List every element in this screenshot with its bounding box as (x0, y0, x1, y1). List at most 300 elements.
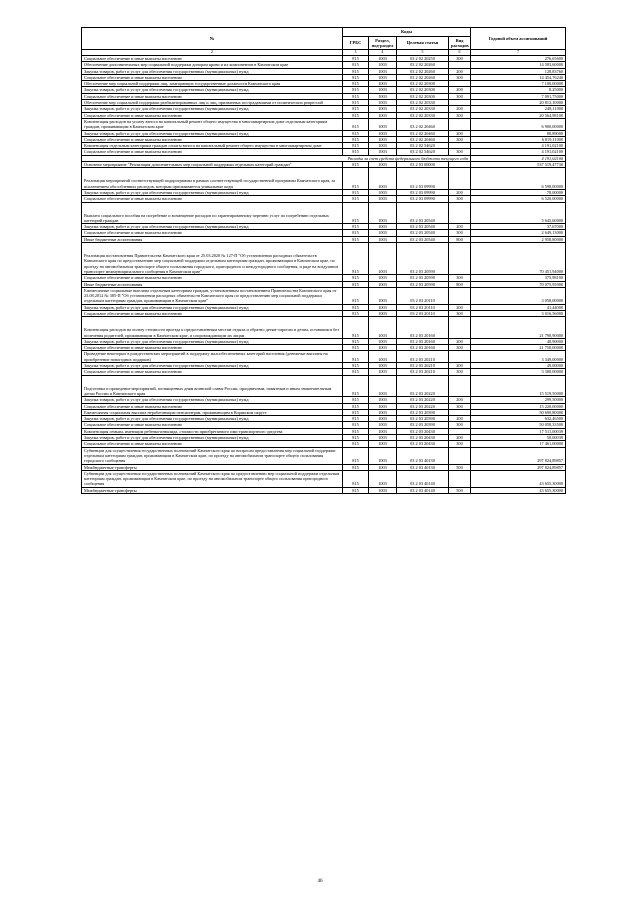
razdel-code: 1003 (369, 310, 397, 316)
target-article-code: 03 2 03 40140 (397, 487, 449, 493)
razdel-code: 1003 (369, 81, 397, 87)
target-article-code: 03 2 03 20430 (397, 435, 449, 441)
expense-name: Социальное обеспечение и иные выплаты населению (82, 112, 343, 118)
grbs-code: 815 (343, 441, 369, 447)
budget-table (81, 27, 566, 494)
razdel-code: 1003 (369, 100, 397, 106)
amount-value: 20 813,10000 (471, 100, 566, 106)
table-row (82, 168, 566, 190)
target-article-code: 03 2 03 20210 (397, 351, 449, 363)
expense-name: Социальное обеспечение и иные выплаты населению (82, 149, 343, 155)
grbs-code: 815 (343, 93, 369, 99)
razdel-code: 1003 (369, 56, 397, 62)
target-article-code: 03 2 02 20300 (397, 87, 449, 93)
expense-type-code: 200 (449, 130, 471, 136)
expense-name: Закупка товаров, работ и услуг для обеспечения государственных (муниципальных) нужд (82, 87, 343, 93)
target-article-code: 03 2 03 00000 (397, 162, 449, 168)
expense-type-code: 200 (449, 416, 471, 422)
expense-type-code (449, 243, 471, 275)
target-article-code: 03 2 03 20220 (397, 403, 449, 409)
grbs-code: 815 (343, 281, 369, 287)
amount-value: 17 461,00000 (471, 441, 566, 447)
amount-value: 80,89000 (471, 130, 566, 136)
target-article-code: 03 2 02 20260 (397, 68, 449, 74)
target-article-code: 03 2 03 20390 (397, 409, 449, 415)
expense-name: Социальное обеспечение и иные выплаты населению (82, 196, 343, 202)
expense-name: Компенсация семьям, имеющим ребенка-инвалида, стоимости приобретаемого ими транспортного средства (82, 428, 343, 434)
grbs-code: 815 (343, 168, 369, 190)
header-codes: Коды (343, 28, 471, 37)
razdel-code: 1003 (369, 487, 397, 493)
expense-name: Компенсация отдельным категориям граждан оплаты взноса на капитальный ремонт общего имущества в многоквартирном доме (82, 143, 343, 149)
expense-type-code (449, 118, 471, 130)
amount-value: 2 649,13000 (471, 230, 566, 236)
amount-value: 14 454,76240 (471, 74, 566, 80)
razdel-code: 1003 (369, 363, 397, 369)
expense-type-code: 200 (449, 68, 471, 74)
expense-name: Социальное обеспечение и иные выплаты населению (82, 369, 343, 375)
expense-type-code: 300 (449, 56, 471, 62)
razdel-code: 1003 (369, 281, 397, 287)
target-article-code: 03 2 03 20390 (397, 422, 449, 428)
expense-name: Иные бюджетные ассигнования (82, 236, 343, 242)
razdel-code: 1003 (369, 236, 397, 242)
expense-name: Закупка товаров, работ и услуг для обеспечения государственных (муниципальных) нужд (82, 68, 343, 74)
target-article-code: 03 2 02 20460 (397, 118, 449, 130)
grbs-code: 815 (343, 304, 369, 310)
amount-value: 70 451,94000 (471, 243, 566, 275)
target-article-code: 03 2 03 20540 (397, 202, 449, 224)
razdel-code: 1003 (369, 202, 397, 224)
expense-name: Межбюджетные трансферты (82, 464, 343, 470)
expense-name: Социальное обеспечение и иные выплаты населению (82, 422, 343, 428)
expense-name: Закупка товаров, работ и услуг для обеспечения государственных (муниципальных) нужд (82, 304, 343, 310)
grbs-code: 815 (343, 317, 369, 339)
grbs-code: 815 (343, 397, 369, 403)
expense-name: Выплата социального пособия на погребение и возмещение расходов по гарантированному перечню услуг по погребению отдельных категорий граждан (82, 202, 343, 224)
target-article-code: 03 2 03 20160 (397, 338, 449, 344)
expense-type-code: 300 (449, 93, 471, 99)
razdel-code: 1003 (369, 112, 397, 118)
razdel-code: 1003 (369, 397, 397, 403)
target-article-code: 03 2 02 20300 (397, 93, 449, 99)
razdel-code: 1003 (369, 149, 397, 155)
target-article-code: 03 2 03 20110 (397, 304, 449, 310)
amount-value: 15 519,50000 (471, 375, 566, 397)
razdel-code: 1003 (369, 189, 397, 195)
amount-value: 2 958,80000 (471, 236, 566, 242)
grbs-code: 815 (343, 470, 369, 487)
expense-name: Закупка товаров, работ и услуг для обеспечения государственных (муниципальных) нужд (82, 338, 343, 344)
amount-value: 6 819,11000 (471, 136, 566, 142)
expense-name: Подготовка и проведение мероприятий, посвященных дням воинской славы России, праздничным, памятным и иным знаменательным датам России и Камчатского края (82, 375, 343, 397)
expense-name: Основное мероприятие "Реализация дополнительных мер социальной поддержки отдельных категорий граждан" (82, 162, 343, 168)
expense-name: Субвенции для осуществления государственных полномочий Камчатского края по вопросам предоставления мер социальной поддержки отдельным категориям граждан, проживающим в Камчатском крае, по проезду на автомобильном транспорте общего пользования городского сообщения (82, 447, 343, 464)
target-article-code: 03 2 02 20300 (397, 81, 449, 87)
grbs-code: 815 (343, 447, 369, 464)
page-number: 46 (317, 879, 323, 884)
expense-type-code: 300 (449, 369, 471, 375)
expense-name: Социальное обеспечение и иные выплаты населению (82, 441, 343, 447)
expense-name: Реализация мероприятий соответствующей подпрограммы в рамках соответствующей государственной программы Камчатского края, за исключением обособленных расходов, которым присваиваются уникальные коды (82, 168, 343, 190)
expense-name: Обеспечение мер социальной поддержки реабилитированных лиц и лиц, признанных пострадавшими от политических репрессий (82, 100, 343, 106)
target-article-code: 03 2 03 20160 (397, 345, 449, 351)
expense-name: Закупка товаров, работ и услуг для обеспечения государственных (муниципальных) нужд (82, 189, 343, 195)
expense-type-code: 300 (449, 403, 471, 409)
amount-value: 15 220,00000 (471, 403, 566, 409)
razdel-code: 1003 (369, 87, 397, 93)
grbs-code: 815 (343, 243, 369, 275)
target-article-code: 03 2 02 20460 (397, 136, 449, 142)
table-header (82, 28, 566, 56)
target-article-code: 03 2 03 20110 (397, 287, 449, 304)
expense-name: Закупка товаров, работ и услуг для обеспечения государственных (муниципальных) нужд (82, 363, 343, 369)
amount-value: 7 100,00000 (471, 81, 566, 87)
expense-type-code (449, 317, 471, 339)
target-article-code: 03 2 03 20220 (397, 375, 449, 397)
target-article-code: 03 2 02 20330 (397, 106, 449, 112)
expense-name: Закупка товаров, работ и услуг для обеспечения государственных (муниципальных) нужд (82, 397, 343, 403)
grbs-code: 815 (343, 100, 369, 106)
amount-value: 4 191,02100 (471, 155, 566, 161)
razdel-code: 1003 (369, 287, 397, 304)
target-article-code: 03 2 02 20260 (397, 74, 449, 80)
grbs-code: 815 (343, 487, 369, 493)
grbs-code: 815 (343, 236, 369, 242)
amount-value: 297 824,89857 (471, 464, 566, 470)
target-article-code: 03 2 02 20250 (397, 56, 449, 62)
amount-value: 14 583,60000 (471, 62, 566, 68)
grbs-code: 815 (343, 224, 369, 230)
razdel-code: 1003 (369, 68, 397, 74)
expense-name: Реализация постановления Правительства Камчатского края от 25.03.2020 № 127-П "Об установлении расходных обязательств Камчатского края по предоставлению мер социальной поддержки отдельным категориям граждан, проживающим в Камчатском крае, по проезду на автомобильном транспорте общего пользования городского, пригородного и междугородного сообщения, и ряде на воздушном транспорте межмуниципального сообщения в Камчатском крае" (82, 243, 343, 275)
razdel-code: 1003 (369, 162, 397, 168)
amount-value: 37,67000 (471, 224, 566, 230)
expense-type-code: 300 (449, 136, 471, 142)
amount-value: 17 511,00039 (471, 428, 566, 434)
target-article-code: 03 2 02 20330 (397, 112, 449, 118)
expense-type-code: 200 (449, 363, 471, 369)
column-number: 3 (343, 50, 369, 56)
expense-type-code: 800 (449, 281, 471, 287)
expense-type-code: 300 (449, 74, 471, 80)
amount-value: 50 690,80000 (471, 409, 566, 415)
razdel-code: 1003 (369, 168, 397, 190)
target-article-code: 03 2 03 40140 (397, 470, 449, 487)
expense-name: Компенсация расходов на уплату взноса на капитальный ремонт общего имущества в многоквартирном доме отдельным категориям граждан, проживающим в Камчатском крае (82, 118, 343, 130)
target-article-code: 03 2 03 20540 (397, 236, 449, 242)
expense-name: Закупка товаров, работ и услуг для обеспечения государственных (муниципальных) нужд (82, 435, 343, 441)
razdel-code: 1003 (369, 338, 397, 344)
amount-value: 70 075,95900 (471, 281, 566, 287)
expense-type-code: 300 (449, 441, 471, 447)
razdel-code: 1003 (369, 317, 397, 339)
expense-type-code: 300 (449, 422, 471, 428)
razdel-code: 1003 (369, 136, 397, 142)
razdel-code: 1003 (369, 106, 397, 112)
razdel-code: 1003 (369, 243, 397, 275)
table-row (82, 447, 566, 464)
grbs-code: 815 (343, 310, 369, 316)
grbs-code: 815 (343, 409, 369, 415)
razdel-code: 1003 (369, 464, 397, 470)
grbs-code: 815 (343, 375, 369, 397)
razdel-code: 1003 (369, 447, 397, 464)
grbs-code: 815 (343, 112, 369, 118)
table-row (82, 317, 566, 339)
grbs-code: 815 (343, 403, 369, 409)
expense-name: Иные бюджетные ассигнования (82, 281, 343, 287)
razdel-code: 1003 (369, 403, 397, 409)
grbs-code: 815 (343, 143, 369, 149)
expense-type-code: 300 (449, 149, 471, 155)
amount-value: 375,98100 (471, 275, 566, 281)
grbs-code: 815 (343, 435, 369, 441)
amount-value: 6 900,00000 (471, 118, 566, 130)
expense-name: Ежемесячная социальная выплата неработающим пенсионерам, проживающим в Корякском округе (82, 409, 343, 415)
expense-type-code: 300 (449, 275, 471, 281)
grbs-code: 815 (343, 351, 369, 363)
amount-value: 21 790,90000 (471, 317, 566, 339)
table-row (82, 487, 566, 493)
grbs-code: 815 (343, 118, 369, 130)
expense-name: Социальное обеспечение и иные выплаты населению (82, 93, 343, 99)
amount-value: 50 058,33500 (471, 422, 566, 428)
expense-name: Социальное обеспечение и иные выплаты населению (82, 230, 343, 236)
expense-name: Социальное обеспечение и иные выплаты населению (82, 136, 343, 142)
target-article-code: 03 2 03 09990 (397, 189, 449, 195)
grbs-code: 815 (343, 106, 369, 112)
expense-name: Социальное обеспечение и иные выплаты населению (82, 345, 343, 351)
amount-value: 3 349,00000 (471, 351, 566, 363)
column-number: 4 (369, 50, 397, 56)
column-number: 7 (471, 50, 566, 56)
amount-value: 8,25000 (471, 87, 566, 93)
razdel-code: 1003 (369, 275, 397, 281)
target-article-code: 03 2 03 20590 (397, 281, 449, 287)
expense-name: Обеспечение дополнительных мер социальной поддержки донорам крови и их компонентов в Камчатском крае (82, 62, 343, 68)
header-target-article: Целевая статья (397, 37, 449, 50)
amount-value: 632,46500 (471, 416, 566, 422)
target-article-code: 03 2 03 20390 (397, 416, 449, 422)
razdel-code: 1003 (369, 441, 397, 447)
grbs-code: 815 (343, 428, 369, 434)
expense-type-code (449, 202, 471, 224)
expense-type-code: 500 (449, 464, 471, 470)
expense-type-code (449, 375, 471, 397)
razdel-code: 1003 (369, 409, 397, 415)
target-article-code: 03 2 03 20210 (397, 363, 449, 369)
column-number: 5 (397, 50, 449, 56)
column-number: 6 (449, 50, 471, 56)
expense-type-code: 200 (449, 224, 471, 230)
razdel-code: 1003 (369, 428, 397, 434)
expense-type-code: 200 (449, 397, 471, 403)
amount-value: 6 520,00000 (471, 196, 566, 202)
note-text: Расходы за счет средств федерального бюджета текущего года (82, 155, 471, 161)
header-expense-type: Вид расходов (449, 37, 471, 50)
amount-value: 128,83760 (471, 68, 566, 74)
target-article-code: 03 2 03 20220 (397, 397, 449, 403)
razdel-code: 1003 (369, 416, 397, 422)
expense-name: Ежемесячные социальные выплаты отдельным категориям граждан, установленным постановлением Правительства Камчатского края от 23.08.2012 № 385-П "Об установлении расходных обязательств Камчатского края по предоставлению мер социальной поддержки отдельным категориям граждан, проживающим в Камчатском крае" (82, 287, 343, 304)
expense-type-code (449, 287, 471, 304)
amount-value: 3 058,00000 (471, 287, 566, 304)
razdel-code: 1003 (369, 369, 397, 375)
target-article-code: 03 2 02 54620 (397, 149, 449, 155)
amount-value: 50,00039 (471, 435, 566, 441)
razdel-code: 1003 (369, 62, 397, 68)
grbs-code: 815 (343, 369, 369, 375)
expense-type-code: 500 (449, 487, 471, 493)
amount-value: 41,44000 (471, 304, 566, 310)
target-article-code: 03 2 03 20110 (397, 310, 449, 316)
table-body (82, 56, 566, 494)
grbs-code: 815 (343, 56, 369, 62)
target-article-code: 03 2 03 40130 (397, 447, 449, 464)
grbs-code: 815 (343, 287, 369, 304)
grbs-code: 815 (343, 345, 369, 351)
expense-type-code: 300 (449, 345, 471, 351)
razdel-code: 1003 (369, 351, 397, 363)
razdel-code: 1003 (369, 304, 397, 310)
grbs-code: 815 (343, 196, 369, 202)
razdel-code: 1003 (369, 224, 397, 230)
grbs-code: 815 (343, 202, 369, 224)
target-article-code: 03 2 03 20590 (397, 275, 449, 281)
grbs-code: 815 (343, 464, 369, 470)
header-amount: Годовой объем ассигнований (471, 28, 566, 50)
expense-name: Закупка товаров, работ и услуг для обеспечения государственных (муниципальных) нужд (82, 106, 343, 112)
header-grbs: ГРБС (343, 37, 369, 50)
target-article-code: 03 2 03 20160 (397, 317, 449, 339)
table-row (82, 375, 566, 397)
table-row (82, 243, 566, 275)
target-article-code: 03 2 03 20540 (397, 230, 449, 236)
expense-name: Компенсация расходов на оплату стоимости проезда к предоставленным местам отдыха и обратно детям-сиротам и детям, оставшимся без попечения родителей, проживающим в Камчатском крае, и сопровождающим их лицам (82, 317, 343, 339)
grbs-code: 815 (343, 130, 369, 136)
razdel-code: 1003 (369, 118, 397, 130)
target-article-code: 03 2 02 20330 (397, 100, 449, 106)
expense-type-code: 300 (449, 310, 471, 316)
expense-name: Проведение некоторых в рождественских мероприятий в поддержку малообеспеченных категорий населения (денежные выплаты на приобретение новогодних подарков) (82, 351, 343, 363)
grbs-code: 815 (343, 136, 369, 142)
grbs-code: 815 (343, 416, 369, 422)
budget-page (81, 27, 565, 494)
expense-type-code: 200 (449, 338, 471, 344)
expense-type-code: 200 (449, 304, 471, 310)
grbs-code: 815 (343, 363, 369, 369)
amount-value: 4 191,02100 (471, 143, 566, 149)
expense-name: Социальное обеспечение и иные выплаты населению (82, 403, 343, 409)
amount-value: 49,00000 (471, 363, 566, 369)
expense-type-code (449, 470, 471, 487)
expense-name: Обеспечение мер социальной поддержки лиц, замещающих государственные должности Камчатского края (82, 81, 343, 87)
razdel-code: 1003 (369, 230, 397, 236)
table-row (82, 287, 566, 304)
target-article-code: 03 2 03 09990 (397, 168, 449, 190)
expense-type-code: 300 (449, 196, 471, 202)
amount-value: 4 191,02100 (471, 149, 566, 155)
target-article-code: 03 2 02 20260 (397, 62, 449, 68)
expense-name: Закупка товаров, работ и услуг для обеспечения государственных (муниципальных) нужд (82, 416, 343, 422)
expense-type-code (449, 351, 471, 363)
column-number: 2 (82, 50, 343, 56)
amount-value: 276,65600 (471, 56, 566, 62)
amount-value: 297 824,89857 (471, 447, 566, 464)
expense-type-code (449, 168, 471, 190)
amount-value: 299,50000 (471, 397, 566, 403)
expense-name: Социальное обеспечение и иные выплаты населению (82, 74, 343, 80)
target-article-code: 03 2 03 40130 (397, 464, 449, 470)
table-row (82, 202, 566, 224)
razdel-code: 1003 (369, 422, 397, 428)
target-article-code: 03 2 02 54620 (397, 143, 449, 149)
expense-type-code: 300 (449, 230, 471, 236)
grbs-code: 815 (343, 422, 369, 428)
razdel-code: 1003 (369, 93, 397, 99)
grbs-code: 815 (343, 74, 369, 80)
amount-value: 6 598,00000 (471, 168, 566, 190)
expense-name: Социальное обеспечение и иные выплаты населению (82, 310, 343, 316)
grbs-code: 815 (343, 149, 369, 155)
grbs-code: 815 (343, 230, 369, 236)
expense-type-code: 200 (449, 435, 471, 441)
razdel-code: 1003 (369, 345, 397, 351)
table-row (82, 118, 566, 130)
amount-value: 5 645,60000 (471, 202, 566, 224)
amount-value: 7 091,75000 (471, 93, 566, 99)
expense-type-code: 200 (449, 87, 471, 93)
target-article-code: 03 2 03 20210 (397, 369, 449, 375)
header-number: № (82, 28, 343, 50)
target-article-code: 03 2 02 20460 (397, 130, 449, 136)
amount-value: 248,11900 (471, 106, 566, 112)
razdel-code: 1003 (369, 375, 397, 397)
razdel-code: 1003 (369, 470, 397, 487)
grbs-code: 815 (343, 338, 369, 344)
expense-type-code (449, 447, 471, 464)
amount-value: 78,00000 (471, 189, 566, 195)
target-article-code: 03 2 03 20430 (397, 428, 449, 434)
razdel-code: 1003 (369, 143, 397, 149)
expense-name: Закупка товаров, работ и услуг для обеспечения государственных (муниципальных) нужд (82, 224, 343, 230)
expense-name: Субвенции для осуществления государственных полномочий Камчатского края по предоставлению мер социальной поддержки отдельным категориям граждан, проживающим в Камчатском крае, по проезду на автомобильном транспорте общего пользования пригородного сообщения (82, 470, 343, 487)
expense-name: Социальное обеспечение и иные выплаты населению (82, 56, 343, 62)
grbs-code: 815 (343, 189, 369, 195)
razdel-code: 1003 (369, 74, 397, 80)
table-row (82, 470, 566, 487)
header-razdel: Раздел, под-раздел (369, 37, 397, 50)
grbs-code: 815 (343, 62, 369, 68)
target-article-code: 03 2 03 20430 (397, 441, 449, 447)
amount-value: 537 519,47730 (471, 162, 566, 168)
expense-name: Межбюджетные трансферты (82, 487, 343, 493)
expense-name: Социальное обеспечение и иные выплаты населению (82, 275, 343, 281)
amount-value: 3 016,56000 (471, 310, 566, 316)
amount-value: 40,90000 (471, 338, 566, 344)
razdel-code: 1003 (369, 130, 397, 136)
target-article-code: 03 2 03 09990 (397, 196, 449, 202)
expense-type-code: 200 (449, 106, 471, 112)
grbs-code: 815 (343, 162, 369, 168)
grbs-code: 815 (343, 81, 369, 87)
amount-value: 3 300,00000 (471, 369, 566, 375)
razdel-code: 1003 (369, 196, 397, 202)
expense-name: Закупка товаров, работ и услуг для обеспечения государственных (муниципальных) нужд (82, 130, 343, 136)
grbs-code: 815 (343, 68, 369, 74)
target-article-code: 03 2 03 20540 (397, 224, 449, 230)
